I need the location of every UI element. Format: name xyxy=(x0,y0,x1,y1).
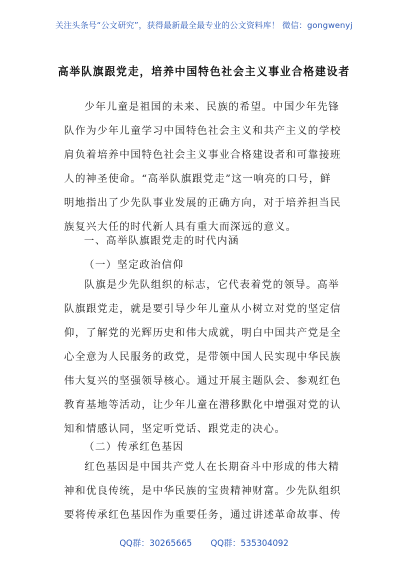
subsection-heading-2: （二）传承红色基因 xyxy=(84,442,184,453)
subsection-2-paragraph: 红色基因是中国共产党人在长期奋斗中形成的伟大精神和优良传统，是中华民族的宝贵精神财富。少先队组织要将传承红色基因作为重要任务，通过讲述革命故事、传 xyxy=(64,462,342,521)
header-promo-note: 关注头条号“公文研究”，获得最新最全最专业的公文资料库！ 微信：gongwenyj xyxy=(55,20,353,30)
intro-paragraph: 少年儿童是祖国的未来、民族的希望。中国少年先锋队作为少年儿童学习中国特色社会主义和共产主义的学校肩负着培养中国特色社会主义事业合格建设者和可靠接班人的神圣使命。“高举队旗跟党走”这一响亮的口号，鲜明地指出了少先队事业发展的正确方向，对于培养担当民族复兴大任的时代新人具有重大而深远的意义。 xyxy=(64,102,342,233)
footer-contact xyxy=(0,537,408,549)
section-heading-1: 一、高举队旗跟党走的时代内涵 xyxy=(84,236,240,247)
document-title: 高举队旗跟党走，培养中国特色社会主义事业合格建设者 xyxy=(57,66,351,78)
footer-qq-group-2: QQ群：535304092 xyxy=(210,538,289,548)
footer-qq-group-1: QQ群：30265665 xyxy=(119,538,192,548)
subsection-1-paragraph: 队旗是少先队组织的标志，它代表着党的领导。高举队旗跟党走，就是要引导少年儿童从小树立对党的坚定信仰，了解党的光辉历史和伟大成就，明白中国共产党是全心全意为人民服务的政党，是带领中国人民实现中华民族伟大复兴的坚强领导核心。通过开展主题队会、参观红色教育基地等活动，让少年儿童在潜移默化中增强对党的认知和情感认同，坚定听党话、跟党走的决心。 xyxy=(64,280,342,435)
subsection-heading-1: （一）坚定政治信仰 xyxy=(84,260,184,271)
